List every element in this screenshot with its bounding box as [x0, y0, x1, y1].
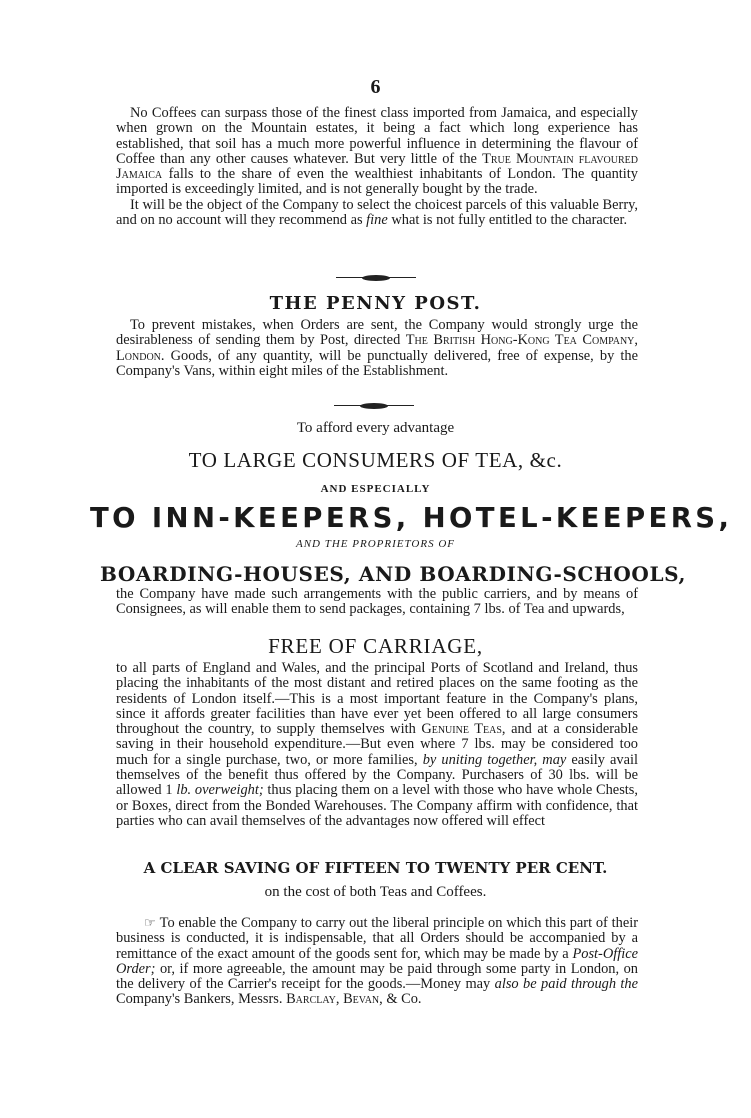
orders-section — [116, 915, 638, 1008]
text-run: No Coffees can surpass those of the finest class imported from Jamaica, and especially when grown on the Mountain estates, it being a fact which long experience has established, that soil has a much more powerful influence in determining the flavour of Coffee than any other causes whatever. But very little of the — [116, 105, 638, 167]
text-run: & Co. — [382, 991, 422, 1008]
text-run: The British Hong-Kong Tea Company, London. — [116, 332, 638, 364]
text-run: , and at a considerable saving in their household expenditure.—But even where 7 lbs. may be considered too much for a single purchase, two, or more families, — [116, 721, 638, 768]
text-run: by uniting together, may — [422, 751, 567, 768]
text-run: fine — [366, 212, 388, 229]
and-proprietors-line: AND THE PROPRIETORS OF — [296, 538, 455, 550]
orders-text — [116, 915, 638, 1007]
free-of-carriage-heading: FREE OF CARRIAGE, — [268, 634, 483, 658]
text-run: to all parts of England and Wales, and the principal Ports of Scotland and Ireland, thus placing the inhabitants of the most distant and retired places on the same footing as the residents of London itself.—This is a most important feature in the Company's plans, since it affords greater facilities than have ever yet been offered to all large consumers throughout the country, to supply themselves with — [116, 660, 638, 738]
text-run: falls to the share of even the wealthiest inhabitants of London. The quantity imported is exceedingly limited, and is not generally bought by the trade. — [116, 166, 638, 198]
text-run: the Company have made such arrangements with the public carriers, and by means of Consignees, as will enable them to send packages, containing 7 lbs. of Tea and upwards, — [116, 586, 638, 618]
penny-post-paragraph — [116, 318, 638, 379]
coffee-paragraph-2 — [116, 198, 638, 229]
page-number: 6 — [370, 76, 381, 98]
coffee-section — [116, 106, 638, 228]
orders-paragraph — [116, 915, 638, 1008]
arrangements-paragraph — [116, 587, 638, 618]
text-run: Barclay, Bevan, — [286, 991, 383, 1008]
penny-post-section — [116, 318, 638, 379]
divider-ornament — [334, 403, 414, 409]
innkeepers-heading: TO INN-KEEPERS, HOTEL-KEEPERS, — [90, 502, 733, 534]
large-consumers-heading: TO LARGE CONSUMERS OF TEA, &c. — [188, 448, 563, 472]
on-cost-line: on the cost of both Teas and Coffees. — [264, 884, 487, 900]
text-run: Company's Bankers, Messrs. — [116, 991, 287, 1008]
text-run: what is not fully entitled to the character. — [387, 212, 628, 229]
text-run: True Mountain flavoured Jamaica — [116, 150, 638, 183]
text-run: or, if more agreeable, the amount may be paid through some party in London, on the delivery of the Carrier's receipt for the goods.—Money may — [116, 960, 638, 993]
text-run: Post-Office Order; — [116, 945, 638, 977]
text-run: thus placing them on a level with those who have whole Chests, or Boxes, direct from the Bonded Warehouses. The Company affirm with confidence, that parties who can avail themselves of the advantages now offered will effect — [116, 782, 638, 829]
parts-paragraph — [116, 661, 638, 829]
text-run: lb. overweight; — [176, 782, 264, 799]
text-run: It will be the object of the Company to select the choicest parcels of this valuable Berry, and on no account will they recommend as — [116, 196, 638, 229]
afford-line: To afford every advantage — [296, 420, 455, 436]
clear-saving-heading: A CLEAR SAVING OF FIFTEEN TO TWENTY PER CENT. — [143, 859, 608, 877]
text-run: easily avail themselves of the benefit thus offered by the Company. Purchasers of 30 lbs. will be allowed 1 — [116, 751, 639, 799]
text-run: also be paid through the — [494, 976, 639, 993]
and-especially-line: AND ESPECIALLY — [320, 483, 431, 495]
manicule-icon: ☞ — [144, 915, 156, 930]
arrangements-section — [116, 587, 638, 618]
text-run: Goods, of any quantity, will be punctually delivered, free of expense, by the Company's Vans, within eight miles of the Establishment. — [116, 347, 638, 379]
parts-section — [116, 661, 638, 829]
divider-ornament — [336, 275, 416, 281]
penny-post-heading: THE PENNY POST. — [269, 293, 482, 314]
coffee-paragraph-1 — [116, 106, 638, 198]
text-run: To prevent mistakes, when Orders are sent, the Company would strongly urge the desirableness of sending them by Post, directed — [116, 317, 638, 349]
text-run: Genuine Teas — [421, 721, 502, 738]
boarding-heading: BOARDING-HOUSES, AND BOARDING-SCHOOLS, — [100, 562, 687, 586]
text-run: To enable the Company to carry out the liberal principle on which this part of their business is conducted, it is indispensable, that all Orders should be accompanied by a remittance of the exact amount of the goods sent for, which may be made by a — [116, 915, 638, 962]
